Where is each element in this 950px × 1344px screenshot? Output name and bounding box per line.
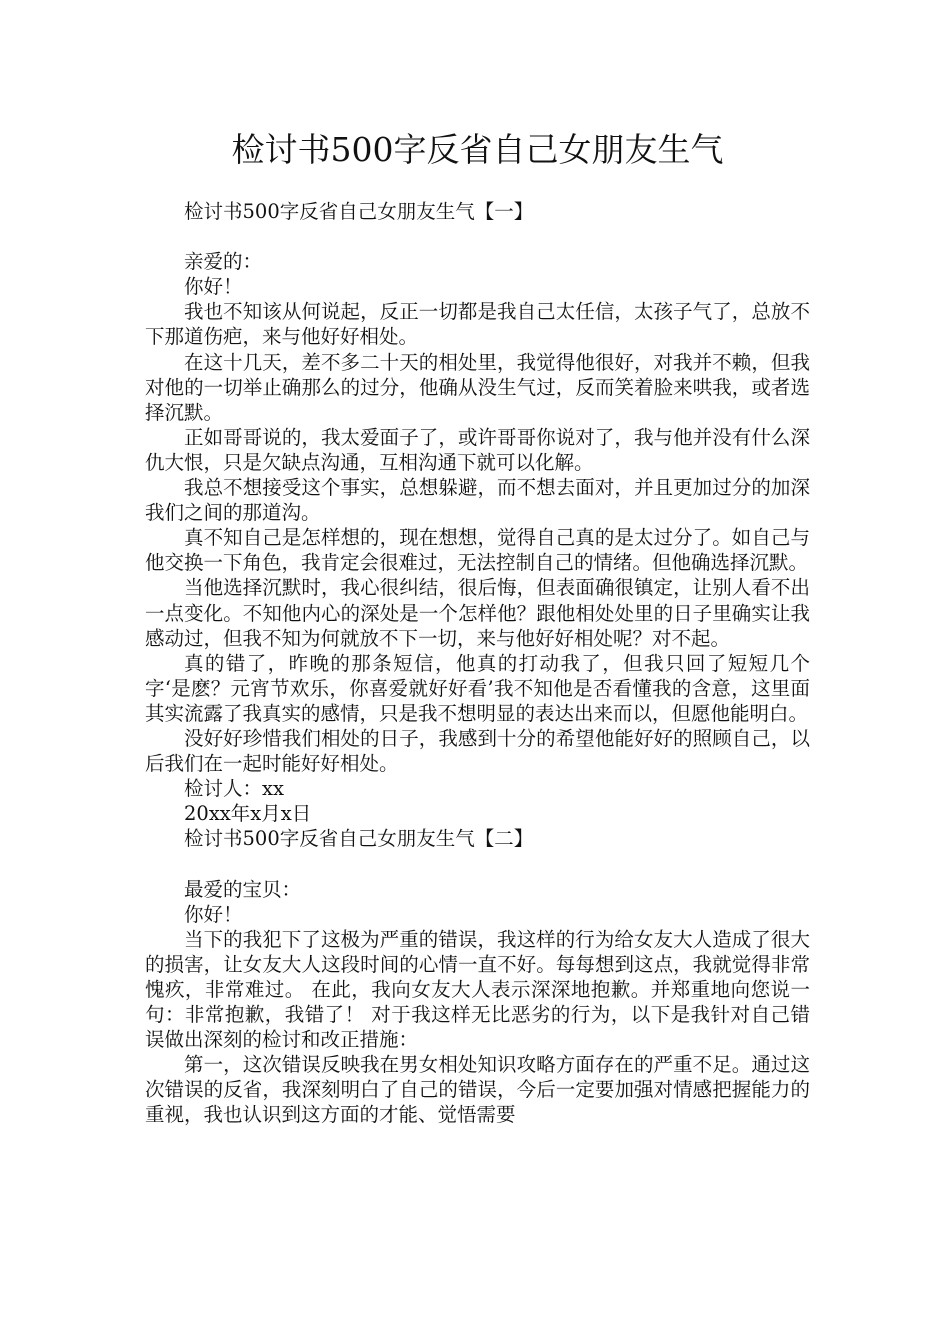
- section-heading-1: 检讨书500字反省自己女朋友生气【一】: [184, 200, 534, 223]
- document-title: 检讨书500字反省自己女朋友生气: [231, 130, 724, 169]
- paragraph: 第一，这次错误反映我在男女相处知识攻略方面存在的严重不足。通过这次错误的反省，我深刻明白了自己的错误，今后一定要加强对情感把握能力的重视，我也认识到这方面的才能、觉悟需要: [145, 1053, 810, 1127]
- paragraph: 我总不想接受这个事实，总想躲避，而不想去面对，并且更加过分的加深我们之间的那道沟。: [145, 476, 810, 525]
- paragraph: 真的错了，昨晚的那条短信，他真的打动我了，但我只回了短短几个字‘是麽？元宵节欢乐，你喜爱就好好看’我不知他是否看懂我的含意，这里面其实流露了我真实的感情，只是我不想明显的表达出来而以，但愿他能明白。: [145, 651, 810, 725]
- salutation-2: 最爱的宝贝：: [184, 877, 302, 901]
- document-body: [145, 199, 810, 1127]
- paragraph: 我也不知该从何说起，反正一切都是我自己太任信，太孩子气了，总放不下那道伤疤，来与他好好相处。: [145, 300, 810, 349]
- signer: 检讨人：xx: [184, 777, 284, 801]
- paragraph: 当他选择沉默时，我心很纠结，很后悔，但表面确很镇定，让别人看不出一点变化。不知他内心的深处是一个怎样他？跟他相处处里的日子里确实让我感动过，但我不知为何就放不下一切，来与他好好相处呢？对不起。: [145, 576, 810, 650]
- salutation-1: 亲爱的：: [184, 250, 263, 274]
- paragraph: 正如哥哥说的，我太爱面子了，或许哥哥你说对了，我与他并没有什么深仇大恨，只是欠缺点沟通，互相沟通下就可以化解。: [145, 425, 810, 474]
- paragraph: 当下的我犯下了这极为严重的错误，我这样的行为给女友大人造成了很大的损害，让女友大人这段时间的心情一直不好。每每想到这点，我就觉得非常愧疚，非常难过。 在此，我向女友大人表示深深地抱歉。并郑重地向您说一句：非常抱歉，我错了！ 对于我这样无比恶劣的行为，以下是我针对自己错误做出深刻的检讨和改正措施：: [145, 927, 810, 1052]
- paragraph: 真不知自己是怎样想的，现在想想，觉得自己真的是太过分了。如自己与他交换一下角色，我肯定会很难过，无法控制自己的情绪。但他确选择沉默。: [145, 526, 810, 575]
- blank-line: [145, 851, 810, 876]
- blank-line: [145, 224, 810, 249]
- section-heading-2: 检讨书500字反省自己女朋友生气【二】: [184, 827, 534, 851]
- greeting-1: 你好！: [184, 275, 243, 299]
- paragraph: 在这十几天，差不多二十天的相处里，我觉得他很好，对我并不赖，但我对他的一切举止确那么的过分，他确从没生气过，反而笑着脸来哄我，或者选择沉默。: [145, 350, 810, 424]
- paragraph: 没好好珍惜我们相处的日子，我感到十分的希望他能好好的照顾自己，以后我们在一起时能好好相处。: [145, 726, 810, 776]
- greeting-2: 你好！: [184, 902, 243, 926]
- date: 20xx年x月x日: [184, 802, 312, 826]
